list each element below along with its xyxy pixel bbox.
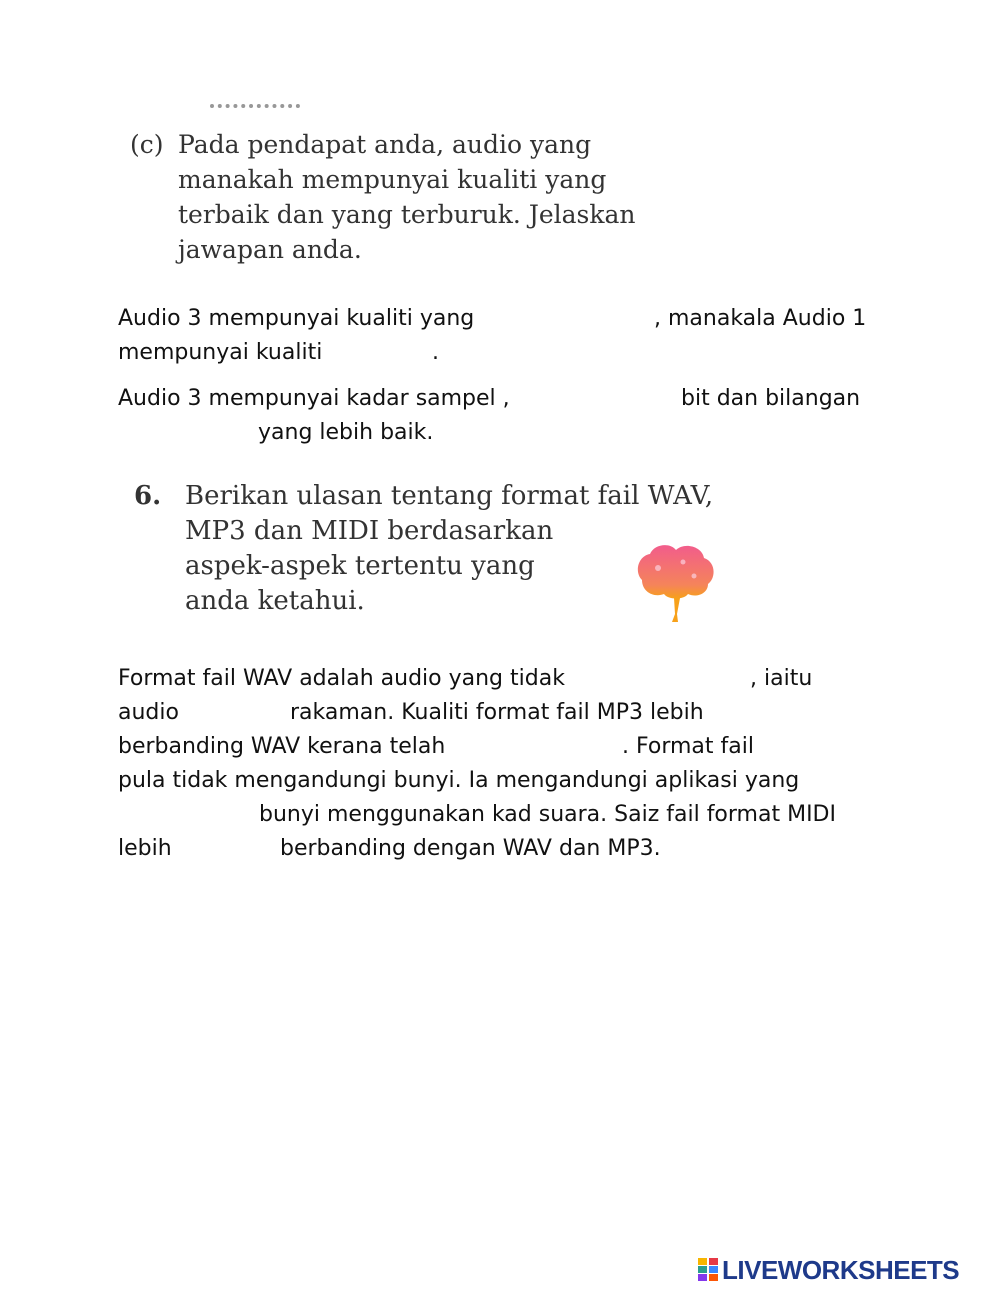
cropped-previous-text bbox=[210, 104, 300, 118]
liveworksheets-logo-text: LIVEWORKSHEETS bbox=[722, 1255, 960, 1285]
answer-text: lebih bbox=[118, 836, 172, 861]
answer-text: rakaman. Kualiti format fail MP3 lebih bbox=[290, 700, 704, 725]
answer-blank[interactable] bbox=[184, 696, 284, 726]
answer-blank[interactable] bbox=[180, 832, 276, 862]
answer-text: , iaitu bbox=[750, 666, 813, 691]
answer-blank[interactable] bbox=[118, 416, 253, 446]
answer-text: mempunyai kualiti bbox=[118, 340, 323, 365]
question-c-label: (c) bbox=[130, 130, 164, 159]
answer-blank[interactable] bbox=[536, 382, 676, 412]
answer-text: berbanding dengan WAV dan MP3. bbox=[280, 836, 661, 861]
question-6-line: Berikan ulasan tentang format fail WAV, bbox=[185, 481, 714, 511]
answer-text: Audio 3 mempunyai kadar sampel , bbox=[118, 386, 510, 411]
answer-blank[interactable] bbox=[462, 730, 617, 760]
answer-text: Format fail WAV adalah audio yang tidak bbox=[118, 666, 565, 691]
answer-text: , manakala Audio 1 bbox=[654, 306, 867, 331]
answer-text: . Format fail bbox=[622, 734, 754, 759]
liveworksheets-logo[interactable] bbox=[698, 1255, 994, 1285]
question-c-line: Pada pendapat anda, audio yang bbox=[178, 130, 592, 159]
answer-text: pula tidak mengandungi bunyi. Ia mengandungi aplikasi yang bbox=[118, 768, 800, 793]
question-c-line: manakah mempunyai kualiti yang bbox=[178, 165, 607, 194]
question-c-line: terbaik dan yang terburuk. Jelaskan bbox=[178, 200, 636, 229]
question-6-line: anda ketahui. bbox=[185, 586, 365, 616]
liveworksheets-logo-icon bbox=[698, 1258, 719, 1282]
answer-text: yang lebih baik. bbox=[258, 420, 434, 445]
answer-blank[interactable] bbox=[118, 798, 253, 828]
question-c-line: jawapan anda. bbox=[178, 235, 362, 264]
answer-blank[interactable] bbox=[588, 662, 743, 692]
answer-blank[interactable] bbox=[502, 302, 652, 332]
question-c-text bbox=[178, 127, 636, 267]
answer-text: bit dan bilangan bbox=[681, 386, 861, 411]
answer-text: . bbox=[432, 340, 439, 365]
question-6-line: MP3 dan MIDI berdasarkan bbox=[185, 516, 554, 546]
brain-icon bbox=[628, 538, 720, 624]
answer-text: audio bbox=[118, 700, 179, 725]
answer-text: Audio 3 mempunyai kualiti yang bbox=[118, 306, 475, 331]
question-6-line: aspek-aspek tertentu yang bbox=[185, 551, 535, 581]
answer-text: berbanding WAV kerana telah bbox=[118, 734, 446, 759]
question-6-number: 6. bbox=[134, 481, 162, 511]
answer-text: bunyi menggunakan kad suara. Saiz fail format MIDI bbox=[259, 802, 836, 827]
answer-blank[interactable] bbox=[330, 336, 430, 366]
